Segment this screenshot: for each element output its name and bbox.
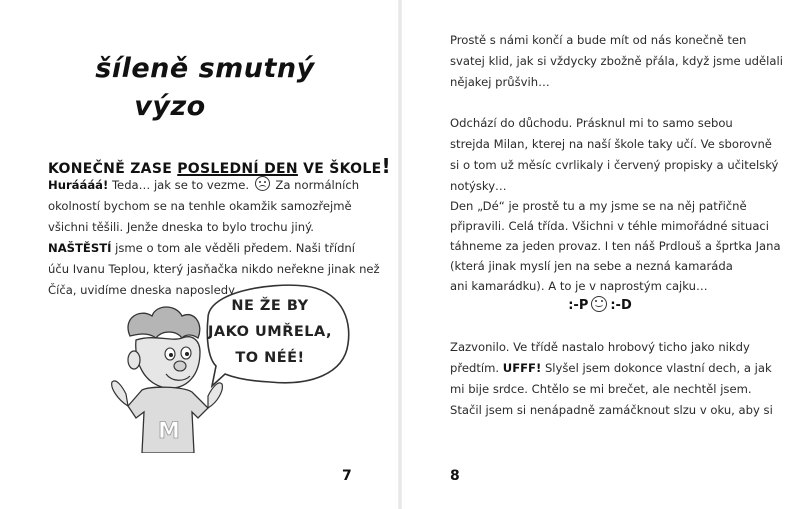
sad-face-icon bbox=[255, 176, 270, 191]
paragraph-line: táhneme za jeden provaz. I ten náš Prdlouš a šprtka Jana bbox=[450, 239, 781, 253]
paragraph-line: Zazvonilo. Ve třídě nastalo hrobový ticho jako nikdy bbox=[450, 340, 750, 354]
paragraph-line: Den „Dé“ je prostě tu a my jsme se na něj patřičně bbox=[450, 199, 747, 213]
svg-text:M: M bbox=[158, 419, 180, 444]
text-span: Teda… jak se to vezme. bbox=[108, 178, 253, 192]
paragraph-line bbox=[450, 358, 772, 379]
heading-part1: KONEČNĚ ZASE bbox=[48, 161, 178, 177]
paragraph-line: úču Ivanu Teplou, který jasňačka nikdo neřekne jinak než bbox=[48, 262, 380, 276]
paragraph-line: okolností bychom se na tenhle okamžik samozřejmě bbox=[48, 199, 352, 213]
text-span: předtím. bbox=[450, 361, 503, 375]
speech-bubble-text bbox=[202, 293, 338, 371]
chapter-title-line2: výzo bbox=[134, 91, 206, 122]
hair bbox=[128, 307, 200, 338]
paragraph-line: Odchází do důchodu. Prásknul mi to samo sebou bbox=[450, 116, 733, 130]
paragraph-line: nějakej průšvih… bbox=[450, 75, 550, 89]
paragraph-line: Číča, uvidíme dneska naposledy. bbox=[48, 283, 238, 297]
chapter-title-line1: šíleně smutný bbox=[95, 53, 315, 84]
heading-part3: VE ŠKOLE bbox=[297, 161, 382, 177]
paragraph-line: všichni těšili. Jenže dneska to bylo trochu jiný. bbox=[48, 220, 314, 234]
paragraph-line: svatej klid, jak si vždycky zbožně přála, když jsme udělali bbox=[450, 54, 783, 68]
hand-lettered-word: UFFF! bbox=[502, 361, 542, 375]
face bbox=[136, 337, 200, 388]
smiley-face-icon bbox=[591, 296, 607, 312]
text-span: jsme o tom ale věděli předem. Naši třídní bbox=[111, 241, 355, 255]
heading-exclamation: ! bbox=[381, 154, 391, 178]
paragraph-line bbox=[48, 238, 355, 259]
paragraph-line: ani kamarádku). A to je v naprostým cajku… bbox=[450, 279, 708, 293]
hand-lettered-word: Huráááá! bbox=[48, 178, 109, 192]
page-number: 7 bbox=[342, 468, 352, 484]
right-page bbox=[400, 0, 800, 509]
paragraph-line: Prostě s námi končí a bude mít od nás konečně ten bbox=[450, 33, 747, 47]
paragraph-line bbox=[48, 175, 359, 196]
paragraph-line: notýsky… bbox=[450, 179, 507, 193]
emoticon-line bbox=[400, 296, 800, 313]
page-number: 8 bbox=[450, 468, 460, 484]
grin-emoticon: :-D bbox=[610, 298, 632, 313]
bubble-line: TO NÉÉ! bbox=[235, 350, 305, 366]
hand-lettered-word: NAŠTĚSTÍ bbox=[48, 241, 112, 255]
paragraph-line: (která jinak myslí jen na sebe a nezná kamaráda bbox=[450, 259, 733, 273]
bubble-line: JAKO UMŘELA, bbox=[207, 324, 333, 340]
paragraph-line: strejda Milan, kterej na naší škole taky učí. Ve sborovně bbox=[450, 137, 772, 151]
paragraph-line: si o tom už měsíc cvrlikaly i červený propisky a učitelský bbox=[450, 158, 779, 172]
text-span: Za normálních bbox=[271, 178, 360, 192]
tongue-emoticon: :-P bbox=[568, 298, 589, 313]
heading-underlined: POSLEDNÍ DEN bbox=[177, 161, 298, 177]
paragraph-line: připravili. Celá třída. Všichni v téhle mimořádné situaci bbox=[450, 219, 770, 233]
paragraph-line: Stačil jsem si nenápadně zamáčknout slzu v oku, aby si bbox=[450, 403, 773, 417]
paragraph-line: mi bije srdce. Chtělo se mi brečet, ale nechtěl jsem. bbox=[450, 382, 752, 396]
text-span: Slyšel jsem dokonce vlastní dech, a jak bbox=[541, 361, 772, 375]
bubble-line: NE ŽE BY bbox=[231, 298, 309, 314]
